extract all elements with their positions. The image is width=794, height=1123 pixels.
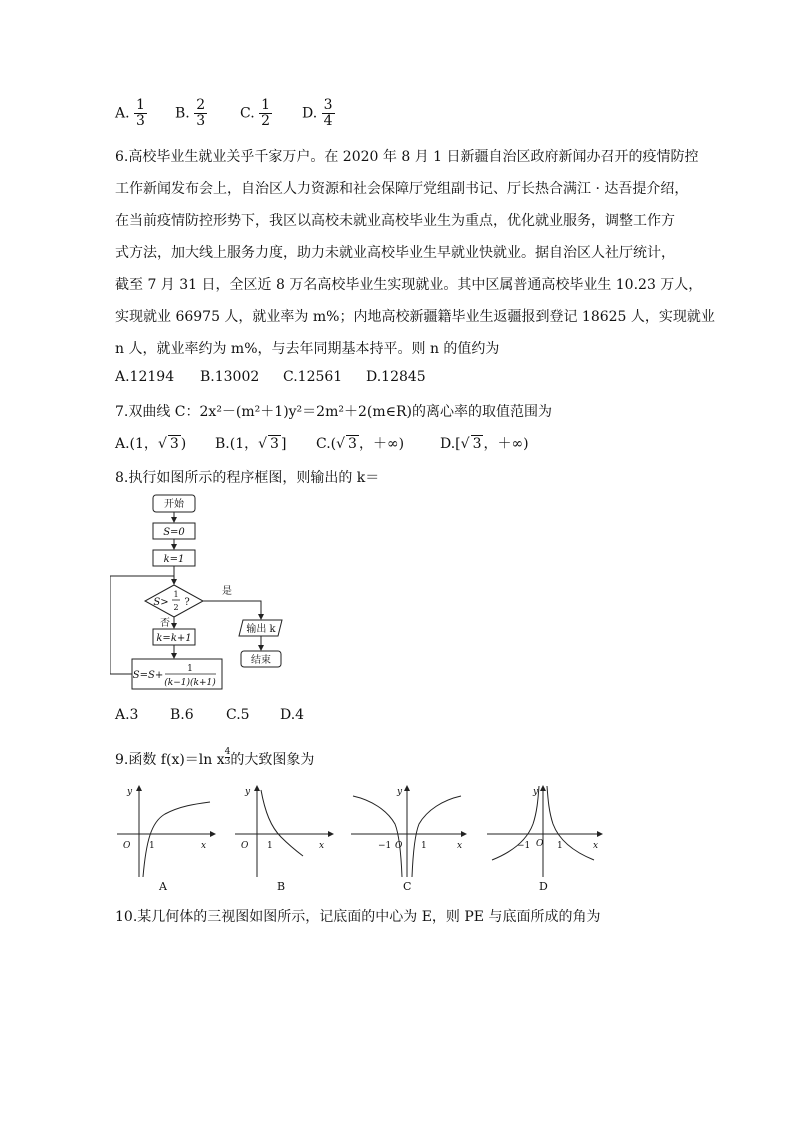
q8-stem: 8.执行如图所示的程序框图，则输出的 k＝ <box>115 470 380 486</box>
fraction: $\frac{2}{3}$ <box>196 97 206 129</box>
q7-option-b[interactable]: B.(1，√ 3 ] <box>215 436 287 452</box>
graph-a-label: A <box>159 880 167 892</box>
graph-d[interactable] <box>487 786 602 892</box>
graph-c[interactable] <box>351 786 466 892</box>
graph-c-label: C <box>403 880 412 892</box>
q8-option-d[interactable]: D.4 <box>280 707 305 723</box>
graph-d-label: D <box>539 880 548 892</box>
curve-a <box>143 802 210 877</box>
q5-option-a[interactable]: A. $\frac{1}{3}$ <box>115 97 145 129</box>
q6-option-a[interactable]: A.12194 <box>115 369 175 385</box>
flow-inc-text: k=k+1 <box>156 633 192 644</box>
flow-s0-text: S=0 <box>163 527 185 538</box>
flow-end-text: 结束 <box>251 655 271 666</box>
graph-b-label: B <box>277 880 286 892</box>
svg-text:x: x <box>319 841 325 851</box>
q8-option-c[interactable]: C.5 <box>226 707 250 723</box>
flow-output-text: 输出 k <box>246 624 276 635</box>
fraction: $\frac{3}{4}$ <box>323 97 333 129</box>
q6-option-b[interactable]: B.13002 <box>200 369 260 385</box>
svg-text:y: y <box>397 787 403 797</box>
flow-cond-prefix: S> <box>153 597 169 608</box>
svg-text:−1: −1 <box>517 841 531 851</box>
q6-line-6: 实现就业 66975 人，就业率为 m%；内地高校新疆籍毕业生返疆报到登记 18625 人，实现就业 <box>115 309 715 325</box>
svg-text:O: O <box>123 841 131 851</box>
fraction: $\frac{1}{3}$ <box>136 97 145 129</box>
flow-k1-text: k=1 <box>163 554 185 565</box>
q6-line-7: n 人，就业率约为 m%，与去年同期基本持平。则 n 的值约为 <box>115 341 500 357</box>
svg-text:1: 1 <box>557 841 563 851</box>
q7-stem: 7.双曲线 C：2x²－(m²＋1)y²＝2m²＋2(m∈R)的离心率的取值范围为 <box>115 404 552 420</box>
graph-a[interactable] <box>117 786 215 892</box>
q6-line-4: 式方法，加大线上服务力度，助力未就业高校毕业生早就业快就业。据自治区人社厅统计， <box>115 245 675 261</box>
q6-line-3: 在当前疫情防控形势下，我区以高校未就业高校毕业生为重点，优化就业服务，调整工作方 <box>115 213 675 229</box>
flow-no-label: 否 <box>160 618 170 629</box>
svg-text:y: y <box>127 787 133 797</box>
q8-option-b[interactable]: B.6 <box>170 707 194 723</box>
svg-text:1: 1 <box>267 841 273 851</box>
flowchart <box>110 490 310 700</box>
q6-line-2: 工作新闻发布会上，自治区人力资源和社会保障厅党组副书记、厅长热合满江 · 达吾提介绍， <box>115 181 689 197</box>
svg-text:x: x <box>201 841 207 851</box>
curve-c-right <box>412 796 461 877</box>
q6-option-d[interactable]: D.12845 <box>366 369 426 385</box>
svg-text:O: O <box>241 841 249 851</box>
svg-text:y: y <box>533 787 539 797</box>
flow-update-prefix: S=S+ <box>132 670 164 681</box>
q9-graphs <box>115 782 605 892</box>
flow-start-text: 开始 <box>164 499 184 510</box>
svg-text:y: y <box>245 787 251 797</box>
q6-line-5: 截至 7 月 31 日，全区近 8 万名高校毕业生实现就业。其中区属普通高校毕业生 10.23 万人， <box>115 277 703 293</box>
graph-b[interactable] <box>235 786 333 892</box>
q7-option-a[interactable]: A.(1，√ 3 ) <box>115 436 187 452</box>
q5-option-c[interactable]: C. $\frac{1}{2}$ <box>240 97 271 129</box>
flow-cond-num: 1 <box>173 590 179 599</box>
q5-option-d[interactable]: D. $\frac{3}{4}$ <box>302 97 333 129</box>
q6-option-c[interactable]: C.12561 <box>283 369 343 385</box>
svg-text:x: x <box>593 841 599 851</box>
svg-text:x: x <box>457 841 463 851</box>
flow-cond-suffix: ? <box>184 597 190 608</box>
q7-option-d[interactable]: D.[√ 3 ，＋∞) <box>440 436 529 452</box>
q5-option-b[interactable]: B. $\frac{2}{3}$ <box>175 97 206 129</box>
flow-cond-den: 2 <box>173 603 179 612</box>
q8-option-a[interactable]: A.3 <box>115 707 139 723</box>
curve-c-left <box>353 796 402 877</box>
svg-text:−1: −1 <box>378 841 392 851</box>
curve-d-left <box>492 786 539 860</box>
flow-update-den: (k−1)(k+1) <box>164 678 216 688</box>
q9-stem: 9.函数 f(x)＝ln x $^{\frac{4}{3}}$ 的大致图象为 <box>115 747 315 768</box>
svg-text:O: O <box>395 841 403 851</box>
q6-line-1: 6.高校毕业生就业关乎千家万户。在 2020 年 8 月 1 日新疆自治区政府新闻办召开的疫情防控 <box>115 149 699 165</box>
q10-stem: 10.某几何体的三视图如图所示，记底面的中心为 E，则 PE 与底面所成的角为 <box>115 909 601 925</box>
svg-text:1: 1 <box>149 841 155 851</box>
svg-text:1: 1 <box>421 841 427 851</box>
q7-option-c[interactable]: C.(√ 3 ，＋∞) <box>316 436 405 452</box>
flow-yes-label: 是 <box>222 586 232 597</box>
curve-d-right <box>547 786 594 860</box>
fraction: $\frac{1}{2}$ <box>261 97 271 129</box>
svg-text:O: O <box>536 839 544 849</box>
flow-update-num: 1 <box>187 664 193 674</box>
